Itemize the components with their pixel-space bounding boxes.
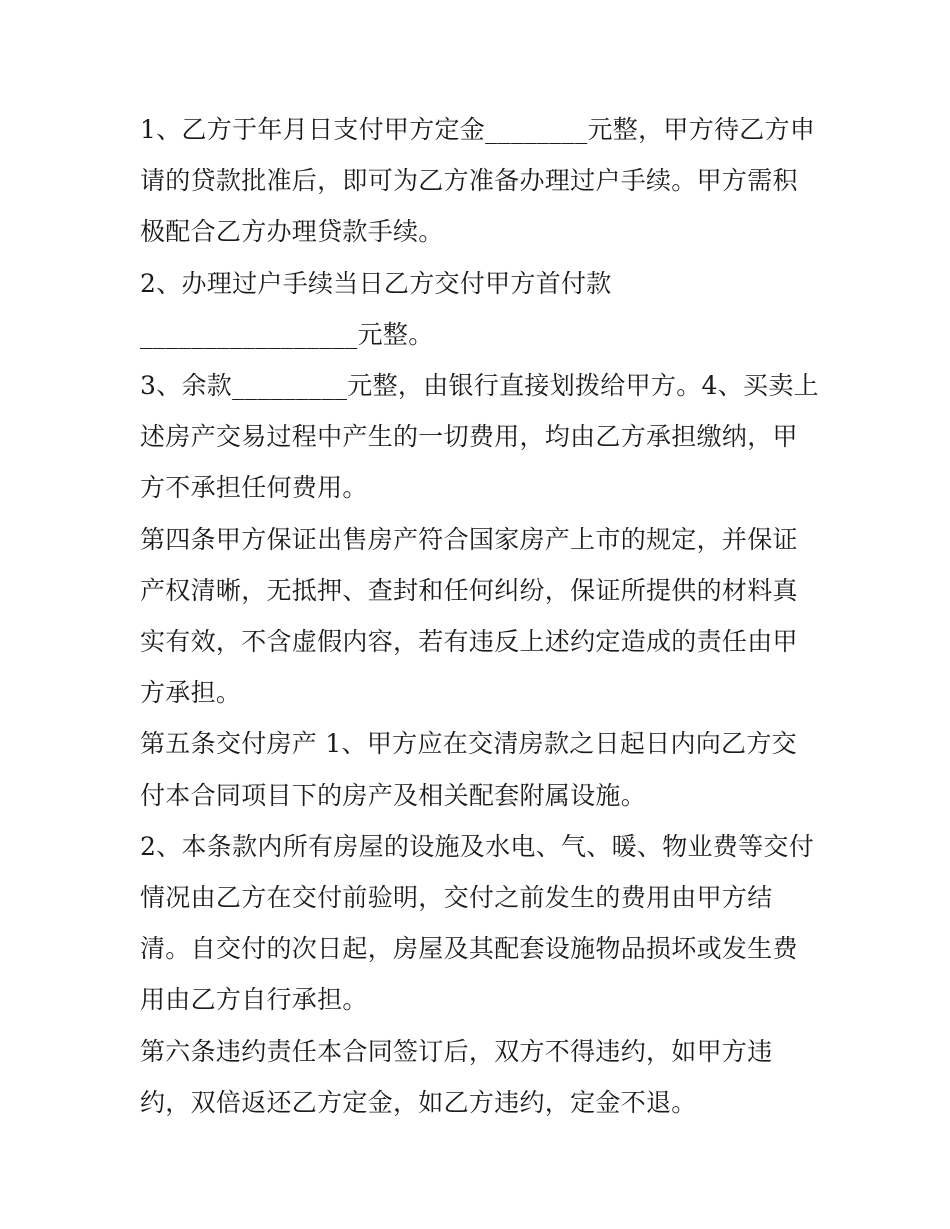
contract-body xyxy=(140,104,820,1128)
paragraph-article-four: 第四条甲方保证出售房产符合国家房产上市的规定，并保证产权清晰，无抵押、查封和任何纠纷，保证所提供的材料真实有效，不含虚假内容，若有违反上述约定造成的责任由甲方承担。 xyxy=(140,524,798,708)
paragraph-deposit: 1、乙方于年月日支付甲方定金________元整，甲方待乙方申请的贷款批准后，即可为乙方准备办理过户手续。甲方需积极配合乙方办理贷款手续。 xyxy=(140,115,816,247)
paragraph-down-payment: 2、办理过户手续当日乙方交付甲方首付款 xyxy=(140,268,612,298)
paragraph-handover-details: 2、本条款内所有房屋的设施及水电、气、暖、物业费等交付情况由乙方在交付前验明，交付之前发生的费用由甲方结清。自交付的次日起，房屋及其配套设施物品损坏或发生费用由乙方自行承担。 xyxy=(140,831,815,1015)
paragraph-article-five: 第五条交付房产 1、甲方应在交清房款之日起日内向乙方交付本合同项目下的房产及相关配套附属设施。 xyxy=(140,729,797,810)
paragraph-down-payment-amount: _________________元整。 xyxy=(140,319,434,349)
paragraph-article-six: 第六条违约责任本合同签订后，双方不得违约，如甲方违约，双倍返还乙方定金，如乙方违约，定金不退。 xyxy=(140,1036,773,1117)
paragraph-balance-fees: 3、余款_________元整，由银行直接划拨给甲方。4、买卖上述房产交易过程中产生的一切费用，均由乙方承担缴纳，甲方不承担任何费用。 xyxy=(140,371,819,503)
